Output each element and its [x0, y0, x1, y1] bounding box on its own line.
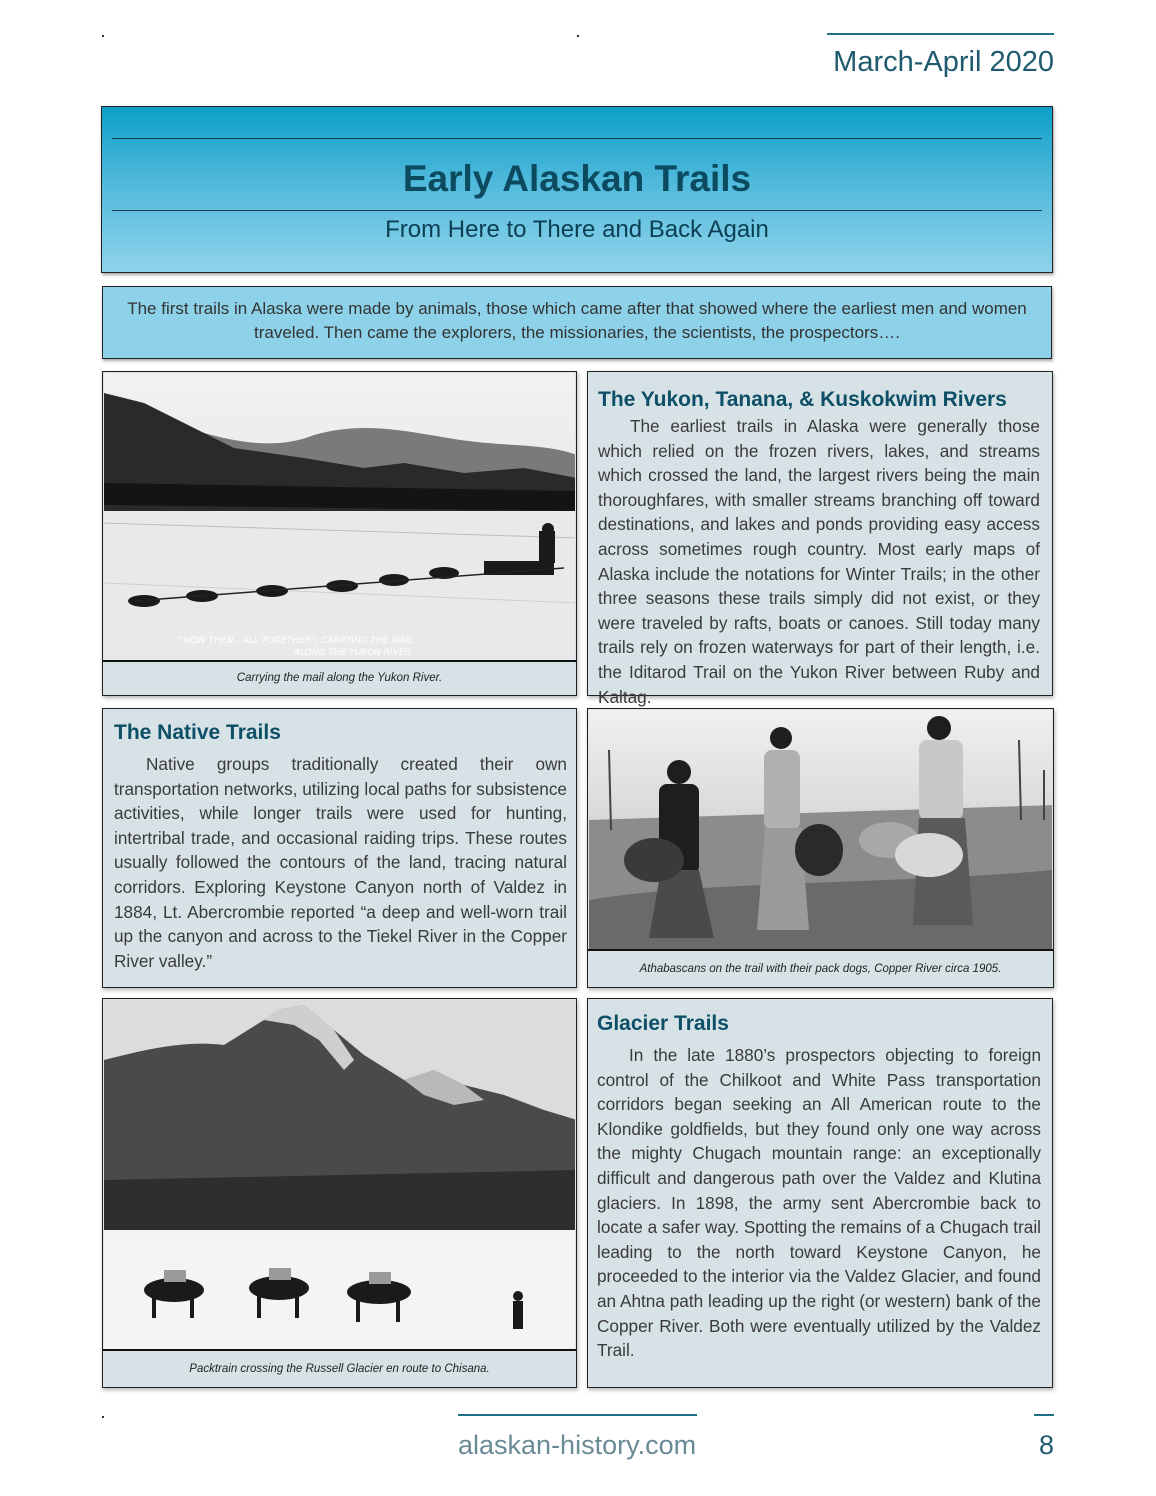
footer-rule — [458, 1414, 697, 1416]
banner-rule-middle — [112, 210, 1042, 211]
photo-packtrain — [102, 998, 577, 1388]
photo-yukon-mail — [102, 371, 577, 696]
photo-inscription: "NOW THEN - ALL TOGETHER"; CARRYING THE MAIL — [179, 636, 413, 646]
page-subtitle: From Here to There and Back Again — [385, 216, 769, 243]
page-title: Early Alaskan Trails — [402, 158, 752, 199]
issue-date: March-April 2020 — [833, 46, 1054, 78]
section-heading: The Yukon, Tanana, & Kuskokwim Rivers — [598, 388, 1007, 411]
intro-box — [102, 286, 1052, 359]
header-rule — [827, 33, 1054, 35]
section-body: Native groups traditionally created their own transportation networks, utilizing local paths for subsistence activities, while longer trails were used for hunting, intertribal trade, and occasional raiding trips. These routes usually followed the contours of the land, tracing natural corridors. Exploring Keystone Canyon north of Valdez in 1884, Lt. Abercrombie reported “a deep and well-worn trail up the canyon and across to the Tiekel River in the Copper River valley.” — [114, 754, 567, 971]
crop-mark — [102, 35, 104, 37]
section-native-trails — [102, 708, 577, 988]
section-heading: The Native Trails — [114, 721, 281, 744]
photo-caption: Packtrain crossing the Russell Glacier en route to Chisana. — [103, 1349, 576, 1387]
photo-caption: Carrying the mail along the Yukon River. — [103, 660, 576, 695]
athabascans-image — [589, 710, 1052, 950]
section-body: In the late 1880’s prospectors objecting to foreign control of the Chilkoot and White Pass transportation corridors began seeking an All American route to the Klondike goldfields, but they found only one way across the mighty Chugach mountain range: an exceptionally difficult and dangerous path over the Valdez and Klutina glaciers. In 1898, the army sent Abercrombie back to locate a safer way. Spotting the remains of a Chugach trail leading to the north toward Keystone Canyon, he proceeded to the interior via the Valdez Glacier, and found an Ahtna path leading up the right (or western) bank of the Copper River. Both were eventually utilized by the Valdez Trail. — [597, 1045, 1041, 1361]
banner-rule-top — [112, 138, 1042, 139]
intro-text: The first trails in Alaska were made by animals, those which came after that showed where the earliest men and women traveled. Then came the explorers, the missionaries, the scientists, the prospectors…. — [127, 299, 1027, 342]
title-banner — [101, 106, 1053, 273]
packtrain-image — [104, 1000, 575, 1350]
crop-mark — [102, 1416, 104, 1418]
section-glacier-trails — [587, 998, 1053, 1388]
photo-caption: Athabascans on the trail with their pack dogs, Copper River circa 1905. — [588, 949, 1053, 987]
section-body: The earliest trails in Alaska were generally those which relied on the frozen rivers, lakes, and streams which crossed the land, the largest rivers being the main thoroughfares, with smaller streams branching off toward destinations, and lakes and ponds providing easy access across sometimes rough country. Most early maps of Alaska include the notations for Winter Trails; in the other three seasons these trails simply did not exist, or they were traveled by rafts, boats or canoes. Still today many trails rely on frozen waterways for part of their length, i.e. the Iditarod Trail on the Yukon River between Ruby and Kaltag. — [598, 416, 1040, 707]
site-url[interactable]: alaskan-history.com — [458, 1430, 697, 1460]
section-yukon-rivers — [587, 371, 1053, 707]
page-number: 8 — [1038, 1430, 1054, 1460]
section-heading: Glacier Trails — [597, 1012, 729, 1035]
footer-rule — [1034, 1414, 1054, 1416]
photo-athabascans — [587, 708, 1054, 988]
photo-inscription: ALONG THE YUKON RIVER — [294, 648, 411, 658]
crop-mark — [577, 35, 579, 37]
yukon-mail-image — [104, 373, 575, 661]
